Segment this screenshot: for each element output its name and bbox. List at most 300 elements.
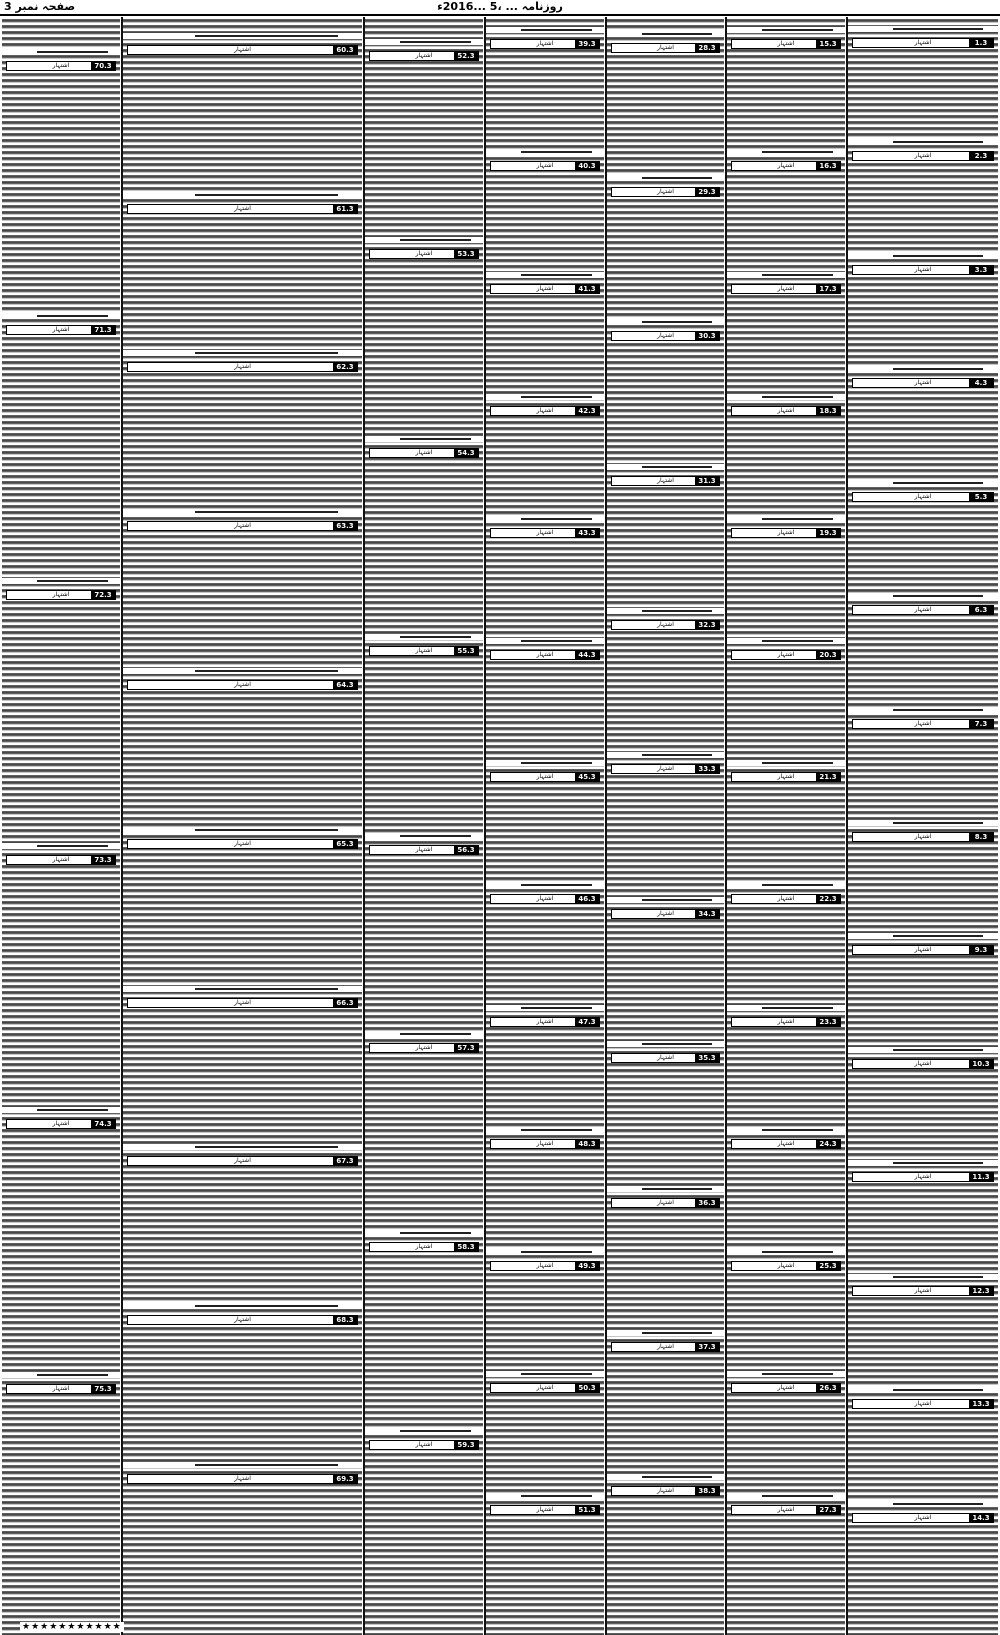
notice-subheading — [365, 39, 483, 45]
notice-subheading — [2, 578, 120, 584]
notice-label: اشتہار — [914, 1060, 932, 1067]
notice-header — [731, 528, 841, 538]
notice-subheading — [123, 1144, 362, 1150]
notice-subheading — [607, 608, 724, 614]
notice-label: اشتہار — [914, 1287, 932, 1294]
column-rule — [725, 17, 727, 1635]
notice-label: اشتہار — [914, 833, 932, 840]
notice-label: اشتہار — [914, 946, 932, 953]
notice-header — [731, 161, 841, 171]
notice-number: 54.3 — [454, 448, 478, 458]
notice-header — [127, 1156, 358, 1166]
notice-header — [611, 1053, 720, 1063]
footer-stars: ★★★★★★★★★★★ — [22, 1622, 122, 1632]
notice-header — [611, 187, 720, 197]
notice-subheading — [848, 933, 998, 939]
notice-subheading — [727, 272, 845, 278]
page-number: صفحہ نمبر 3 — [4, 0, 76, 13]
notice-number: 27.3 — [816, 1505, 840, 1515]
notice-number: 29.3 — [695, 187, 719, 197]
column-rule — [605, 17, 607, 1635]
notice-number: 1.3 — [969, 38, 993, 48]
notice-label: اشتہار — [914, 39, 932, 46]
notice-subheading — [727, 1127, 845, 1133]
notice-number: 56.3 — [454, 845, 478, 855]
column-rule — [121, 17, 123, 1635]
notice-subheading — [848, 707, 998, 713]
notice-label: اشتہار — [777, 162, 795, 169]
notice-header — [127, 362, 358, 372]
notice-number: 68.3 — [333, 1315, 357, 1325]
notice-subheading — [848, 253, 998, 259]
notice-subheading — [727, 516, 845, 522]
notice-label: اشتہار — [777, 895, 795, 902]
notice-header — [852, 832, 994, 842]
notice-header — [6, 1119, 116, 1129]
notice-header — [6, 855, 116, 865]
notice-label: اشتہار — [914, 1514, 932, 1521]
notice-label: اشتہار — [777, 529, 795, 536]
notice-label: اشتہار — [234, 1157, 251, 1164]
notice-header — [731, 894, 841, 904]
notice-number: 61.3 — [333, 204, 357, 214]
notice-label: اشتہار — [914, 266, 932, 273]
notice-label: اشتہار — [777, 1384, 795, 1391]
notice-subheading — [607, 175, 724, 181]
notice-label: اشتہار — [415, 449, 433, 456]
notice-number: 17.3 — [816, 284, 840, 294]
notice-label: اشتہار — [234, 522, 251, 529]
notice-subheading — [2, 843, 120, 849]
notice-number: 41.3 — [575, 284, 599, 294]
notice-number: 69.3 — [333, 1474, 357, 1484]
notice-label: اشتہار — [234, 681, 251, 688]
notice-number: 18.3 — [816, 406, 840, 416]
notice-subheading — [607, 752, 724, 758]
notice-label: اشتہار — [657, 1343, 674, 1350]
notice-subheading — [365, 634, 483, 640]
notice-subheading — [848, 593, 998, 599]
notice-number: 4.3 — [969, 378, 993, 388]
notice-header — [611, 331, 720, 341]
notice-number: 75.3 — [91, 1384, 115, 1394]
notice-subheading — [607, 1041, 724, 1047]
notice-label: اشتہار — [914, 152, 932, 159]
notice-number: 73.3 — [91, 855, 115, 865]
notice-label: اشتہار — [657, 765, 674, 772]
classified-column — [365, 17, 483, 1635]
notice-header — [127, 1315, 358, 1325]
notice-subheading — [123, 350, 362, 356]
notice-header — [490, 1383, 600, 1393]
notice-label: اشتہار — [415, 1441, 433, 1448]
notice-label: اشتہار — [657, 1054, 674, 1061]
notice-label: اشتہار — [777, 40, 795, 47]
notice-header — [611, 620, 720, 630]
notice-subheading — [365, 833, 483, 839]
notice-header — [490, 528, 600, 538]
notice-header — [852, 492, 994, 502]
notice-header — [731, 39, 841, 49]
notice-header — [369, 1440, 479, 1450]
classified-column — [848, 17, 998, 1635]
notice-subheading — [123, 986, 362, 992]
notice-number: 11.3 — [969, 1172, 993, 1182]
notice-label: اشتہار — [234, 205, 251, 212]
notice-subheading — [123, 509, 362, 515]
notice-number: 10.3 — [969, 1059, 993, 1069]
notice-subheading — [727, 394, 845, 400]
notice-number: 74.3 — [91, 1119, 115, 1129]
notice-subheading — [123, 192, 362, 198]
notice-label: اشتہار — [777, 407, 795, 414]
classified-column — [607, 17, 724, 1635]
notice-subheading — [727, 1493, 845, 1499]
notice-subheading — [2, 313, 120, 319]
masthead — [0, 0, 1000, 16]
notice-subheading — [727, 27, 845, 33]
notice-label: اشتہار — [415, 1044, 433, 1051]
notice-subheading — [848, 139, 998, 145]
notice-number: 21.3 — [816, 772, 840, 782]
classified-column — [2, 17, 120, 1635]
notice-header — [852, 719, 994, 729]
notice-subheading — [848, 1274, 998, 1280]
notice-subheading — [486, 27, 604, 33]
notice-number: 34.3 — [695, 909, 719, 919]
notice-subheading — [486, 272, 604, 278]
notice-label: اشتہار — [52, 856, 70, 863]
notice-subheading — [848, 1501, 998, 1507]
notice-number: 7.3 — [969, 719, 993, 729]
notice-number: 26.3 — [816, 1383, 840, 1393]
notice-subheading — [727, 882, 845, 888]
notice-number: 3.3 — [969, 265, 993, 275]
notice-label: اشتہار — [777, 1140, 795, 1147]
notice-subheading — [848, 26, 998, 32]
notice-header — [852, 1513, 994, 1523]
notice-header — [731, 1261, 841, 1271]
notice-subheading — [123, 668, 362, 674]
notice-label: اشتہار — [536, 1384, 554, 1391]
notice-number: 70.3 — [91, 61, 115, 71]
notice-subheading — [848, 820, 998, 826]
notice-label: اشتہار — [52, 1385, 70, 1392]
notice-header — [731, 1505, 841, 1515]
notice-label: اشتہار — [914, 379, 932, 386]
notice-label: اشتہار — [415, 52, 433, 59]
notice-subheading — [607, 1186, 724, 1192]
notice-number: 25.3 — [816, 1261, 840, 1271]
notice-number: 63.3 — [333, 521, 357, 531]
notice-header — [611, 43, 720, 53]
notice-header — [127, 839, 358, 849]
notice-header — [852, 1399, 994, 1409]
notice-subheading — [727, 1249, 845, 1255]
notice-label: اشتہار — [657, 1199, 674, 1206]
notice-subheading — [365, 1230, 483, 1236]
notice-number: 9.3 — [969, 945, 993, 955]
notice-subheading — [486, 882, 604, 888]
notice-number: 71.3 — [91, 325, 115, 335]
notice-label: اشتہار — [536, 407, 554, 414]
notice-number: 20.3 — [816, 650, 840, 660]
notice-number: 5.3 — [969, 492, 993, 502]
notice-label: اشتہار — [657, 44, 674, 51]
notice-subheading — [727, 1005, 845, 1011]
notice-subheading — [848, 1387, 998, 1393]
notice-number: 15.3 — [816, 39, 840, 49]
notice-subheading — [486, 394, 604, 400]
notice-number: 48.3 — [575, 1139, 599, 1149]
notice-header — [490, 1505, 600, 1515]
notice-number: 46.3 — [575, 894, 599, 904]
notice-label: اشتہار — [536, 1018, 554, 1025]
notice-subheading — [607, 319, 724, 325]
notice-number: 33.3 — [695, 764, 719, 774]
notice-header — [731, 650, 841, 660]
notice-number: 19.3 — [816, 528, 840, 538]
notice-number: 6.3 — [969, 605, 993, 615]
notice-header — [852, 1059, 994, 1069]
notice-header — [731, 772, 841, 782]
notice-label: اشتہار — [234, 1475, 251, 1482]
notice-header — [731, 406, 841, 416]
notice-subheading — [848, 480, 998, 486]
classified-column — [727, 17, 845, 1635]
classified-column — [486, 17, 604, 1635]
notice-number: 14.3 — [969, 1513, 993, 1523]
notice-subheading — [607, 1474, 724, 1480]
notice-header — [127, 521, 358, 531]
notice-label: اشتہار — [777, 1018, 795, 1025]
notice-header — [6, 590, 116, 600]
notice-number: 40.3 — [575, 161, 599, 171]
notice-subheading — [848, 366, 998, 372]
notice-label: اشتہار — [234, 46, 251, 53]
notice-number: 32.3 — [695, 620, 719, 630]
notice-number: 22.3 — [816, 894, 840, 904]
notice-subheading — [123, 1462, 362, 1468]
notice-subheading — [607, 31, 724, 37]
notice-label: اشتہار — [415, 1243, 433, 1250]
notice-label: اشتہار — [52, 591, 70, 598]
notice-number: 51.3 — [575, 1505, 599, 1515]
notice-subheading — [486, 149, 604, 155]
notice-label: اشتہار — [914, 606, 932, 613]
notice-subheading — [486, 1371, 604, 1377]
notice-subheading — [486, 760, 604, 766]
notice-label: اشتہار — [536, 285, 554, 292]
notice-number: 66.3 — [333, 998, 357, 1008]
notice-header — [611, 909, 720, 919]
notice-number: 45.3 — [575, 772, 599, 782]
notice-number: 52.3 — [454, 51, 478, 61]
notice-subheading — [727, 638, 845, 644]
notice-number: 55.3 — [454, 646, 478, 656]
notice-header — [852, 265, 994, 275]
notice-label: اشتہار — [234, 1316, 251, 1323]
notice-subheading — [727, 760, 845, 766]
notice-number: 42.3 — [575, 406, 599, 416]
notice-header — [369, 1043, 479, 1053]
notice-number: 37.3 — [695, 1342, 719, 1352]
notice-subheading — [365, 1428, 483, 1434]
notice-header — [127, 1474, 358, 1484]
notice-header — [731, 1017, 841, 1027]
notice-label: اشتہار — [777, 1262, 795, 1269]
notice-header — [611, 1342, 720, 1352]
notice-header — [731, 1139, 841, 1149]
notice-number: 2.3 — [969, 151, 993, 161]
notice-number: 62.3 — [333, 362, 357, 372]
notice-subheading — [607, 1330, 724, 1336]
notice-label: اشتہار — [777, 285, 795, 292]
notice-header — [490, 406, 600, 416]
notice-header — [490, 772, 600, 782]
notice-header — [369, 845, 479, 855]
notice-header — [852, 38, 994, 48]
notice-header — [852, 1172, 994, 1182]
notice-header — [490, 650, 600, 660]
notice-label: اشتہار — [536, 1262, 554, 1269]
notice-header — [490, 39, 600, 49]
notice-label: اشتہار — [415, 250, 433, 257]
notice-header — [852, 1286, 994, 1296]
column-rule — [363, 17, 365, 1635]
notice-header — [852, 151, 994, 161]
notice-label: اشتہار — [914, 493, 932, 500]
notice-header — [490, 1139, 600, 1149]
notice-number: 59.3 — [454, 1440, 478, 1450]
notice-number: 72.3 — [91, 590, 115, 600]
notice-header — [369, 448, 479, 458]
notice-number: 28.3 — [695, 43, 719, 53]
notice-subheading — [486, 1249, 604, 1255]
notice-header — [490, 1261, 600, 1271]
notice-label: اشتہار — [536, 1140, 554, 1147]
notice-subheading — [123, 33, 362, 39]
column-rule — [846, 17, 848, 1635]
notice-number: 64.3 — [333, 680, 357, 690]
notice-label: اشتہار — [536, 40, 554, 47]
notice-header — [731, 284, 841, 294]
notice-subheading — [848, 1160, 998, 1166]
notice-label: اشتہار — [657, 332, 674, 339]
column-rule — [484, 17, 486, 1635]
notice-number: 39.3 — [575, 39, 599, 49]
notice-label: اشتہار — [52, 1120, 70, 1127]
classified-columns — [0, 17, 1000, 1635]
notice-subheading — [486, 1493, 604, 1499]
notice-number: 58.3 — [454, 1242, 478, 1252]
notice-header — [369, 51, 479, 61]
classified-column — [123, 17, 362, 1635]
notice-label: اشتہار — [777, 773, 795, 780]
notice-label: اشتہار — [536, 895, 554, 902]
notice-label: اشتہار — [536, 773, 554, 780]
notice-header — [490, 284, 600, 294]
notice-subheading — [123, 827, 362, 833]
notice-header — [127, 998, 358, 1008]
notice-label: اشتہار — [415, 846, 433, 853]
notice-header — [852, 605, 994, 615]
notice-subheading — [486, 1127, 604, 1133]
notice-number: 24.3 — [816, 1139, 840, 1149]
notice-number: 13.3 — [969, 1399, 993, 1409]
notice-number: 65.3 — [333, 839, 357, 849]
notice-subheading — [365, 237, 483, 243]
notice-number: 43.3 — [575, 528, 599, 538]
notice-label: اشتہار — [657, 477, 674, 484]
notice-header — [611, 1486, 720, 1496]
notice-subheading — [365, 1031, 483, 1037]
notice-label: اشتہار — [914, 1173, 932, 1180]
notice-subheading — [2, 1372, 120, 1378]
notice-label: اشتہار — [536, 529, 554, 536]
notice-subheading — [486, 1005, 604, 1011]
notice-label: اشتہار — [536, 651, 554, 658]
notice-number: 60.3 — [333, 45, 357, 55]
newspaper-date-line: روزنامہ ... ،5 ...2016ء — [437, 0, 563, 13]
notice-number: 49.3 — [575, 1261, 599, 1271]
notice-number: 50.3 — [575, 1383, 599, 1393]
notice-number: 47.3 — [575, 1017, 599, 1027]
notice-subheading — [607, 464, 724, 470]
notice-number: 31.3 — [695, 476, 719, 486]
notice-label: اشتہار — [657, 621, 674, 628]
notice-label: اشتہار — [536, 1506, 554, 1513]
notice-header — [127, 204, 358, 214]
notice-header — [369, 646, 479, 656]
notice-header — [6, 325, 116, 335]
notice-label: اشتہار — [777, 651, 795, 658]
notice-label: اشتہار — [52, 62, 70, 69]
notice-subheading — [2, 49, 120, 55]
notice-subheading — [486, 516, 604, 522]
notice-subheading — [365, 436, 483, 442]
notice-label: اشتہار — [52, 326, 70, 333]
notice-label: اشتہار — [234, 363, 251, 370]
notice-header — [127, 45, 358, 55]
notice-label: اشتہار — [657, 1487, 674, 1494]
notice-label: اشتہار — [234, 999, 251, 1006]
notice-subheading — [123, 1303, 362, 1309]
notice-subheading — [607, 897, 724, 903]
notice-number: 36.3 — [695, 1198, 719, 1208]
notice-number: 23.3 — [816, 1017, 840, 1027]
notice-number: 57.3 — [454, 1043, 478, 1053]
notice-number: 53.3 — [454, 249, 478, 259]
notice-number: 38.3 — [695, 1486, 719, 1496]
notice-header — [611, 1198, 720, 1208]
notice-header — [852, 378, 994, 388]
notice-number: 12.3 — [969, 1286, 993, 1296]
notice-label: اشتہار — [914, 720, 932, 727]
notice-label: اشتہار — [234, 840, 251, 847]
notice-label: اشتہار — [914, 1400, 932, 1407]
notice-label: اشتہار — [777, 1506, 795, 1513]
notice-number: 67.3 — [333, 1156, 357, 1166]
notice-header — [731, 1383, 841, 1393]
notice-header — [6, 1384, 116, 1394]
notice-number: 30.3 — [695, 331, 719, 341]
notice-subheading — [848, 1047, 998, 1053]
notice-header — [369, 1242, 479, 1252]
notice-header — [490, 1017, 600, 1027]
notice-header — [490, 161, 600, 171]
notice-header — [852, 945, 994, 955]
